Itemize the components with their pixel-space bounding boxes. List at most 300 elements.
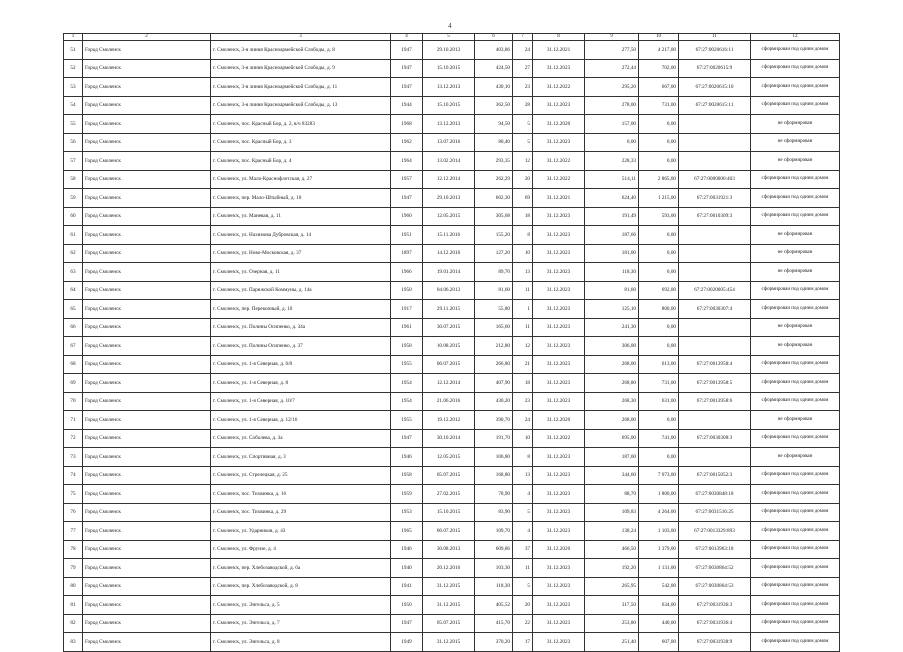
municipality-cell: Город Смоленск <box>83 152 211 171</box>
survey-date-cell: 12.05.2015 <box>423 207 475 226</box>
land-status-cell: не сформирован <box>751 226 840 245</box>
row-number-cell: 73 <box>64 448 83 467</box>
resettlement-date-cell: 31.12.2023 <box>533 559 585 578</box>
build-year-cell: 1958 <box>391 337 423 356</box>
row-number-cell: 70 <box>64 392 83 411</box>
column-number: 2 <box>83 34 211 41</box>
living-area-cell: 278,00 <box>585 96 639 115</box>
table-row <box>64 485 840 504</box>
municipality-cell: Город Смоленск <box>83 189 211 208</box>
land-status-cell: сформирован под одним домом <box>751 78 840 97</box>
build-year-cell: 1968 <box>391 115 423 134</box>
cadastral-number-cell <box>679 244 751 263</box>
land-status-cell: не сформирован <box>751 115 840 134</box>
row-number-cell: 63 <box>64 263 83 282</box>
living-area-cell: 306,00 <box>585 337 639 356</box>
build-year-cell: 1947 <box>391 41 423 60</box>
row-number-cell: 75 <box>64 485 83 504</box>
residents-cell: 22 <box>513 614 533 633</box>
table-row <box>64 300 840 319</box>
build-year-cell: 1941 <box>391 577 423 596</box>
cadastral-number-cell: 67:27:0013958:6 <box>679 392 751 411</box>
land-area-cell: 0,00 <box>639 263 679 282</box>
municipality-cell: Город Смоленск <box>83 281 211 300</box>
address-cell: г. Смоленск, ул. Полины Осипенко, д. 37 <box>211 337 391 356</box>
land-area-cell: 607,00 <box>639 633 679 652</box>
build-year-cell: 1917 <box>391 300 423 319</box>
address-cell: г. Смоленск, ул. Стрелецкая, д. 25 <box>211 466 391 485</box>
cadastral-number-cell: 67:27:0030848:18 <box>679 485 751 504</box>
table-row <box>64 115 840 134</box>
address-cell: г. Смоленск, ул. Энгельса, д. 5 <box>211 596 391 615</box>
build-year-cell: 1954 <box>391 374 423 393</box>
living-area-cell: 624,40 <box>585 189 639 208</box>
residents-cell: 18 <box>513 374 533 393</box>
cadastral-number-cell: 67:27:0000000:403 <box>679 170 751 189</box>
land-status-cell: сформирован под одним домом <box>751 466 840 485</box>
row-number-cell: 81 <box>64 596 83 615</box>
residents-cell: 23 <box>513 392 533 411</box>
land-area-cell: 0,00 <box>639 337 679 356</box>
area-cell: 94,50 <box>475 115 513 134</box>
survey-date-cell: 31.12.2015 <box>423 577 475 596</box>
living-area-cell: 268,00 <box>585 411 639 430</box>
build-year-cell: 1951 <box>391 226 423 245</box>
residents-cell: 5 <box>513 133 533 152</box>
cadastral-number-cell: 67:27:0020615:11 <box>679 96 751 115</box>
address-cell: г. Смоленск, 3-я линия Красноармейской Слободы, д. 9 <box>211 59 391 78</box>
address-cell: г. Смоленск, ул. Нахимова Дубровская, д. 14 <box>211 226 391 245</box>
area-cell: 362,50 <box>475 96 513 115</box>
municipality-cell: Город Смоленск <box>83 522 211 541</box>
row-number-cell: 53 <box>64 78 83 97</box>
residents-cell: 1 <box>513 300 533 319</box>
residents-cell: 24 <box>513 41 533 60</box>
area-cell: 430,10 <box>475 78 513 97</box>
municipality-cell: Город Смоленск <box>83 596 211 615</box>
land-area-cell: 0,00 <box>639 152 679 171</box>
row-number-cell: 79 <box>64 559 83 578</box>
land-area-cell: 4 217,00 <box>639 41 679 60</box>
land-area-cell: 440,00 <box>639 614 679 633</box>
cadastral-number-cell <box>679 133 751 152</box>
land-area-cell: 0,00 <box>639 133 679 152</box>
survey-date-cell: 14.12.2016 <box>423 244 475 263</box>
build-year-cell: 1949 <box>391 633 423 652</box>
land-area-cell: 1 103,00 <box>639 522 679 541</box>
table-row <box>64 374 840 393</box>
land-status-cell: сформирован под одним домом <box>751 300 840 319</box>
build-year-cell: 1947 <box>391 59 423 78</box>
land-status-cell: сформирован под одним домом <box>751 596 840 615</box>
address-cell: г. Смоленск, ул. Спортивная, д. 3 <box>211 448 391 467</box>
survey-date-cell: 13.12.2013 <box>423 115 475 134</box>
cadastral-number-cell: 67:27:0013958:4 <box>679 355 751 374</box>
build-year-cell: 1946 <box>391 540 423 559</box>
survey-date-cell: 05.07.2015 <box>423 466 475 485</box>
build-year-cell: 1955 <box>391 355 423 374</box>
living-area-cell: 187,66 <box>585 226 639 245</box>
land-area-cell: 731,00 <box>639 96 679 115</box>
resettlement-date-cell: 31.12.2023 <box>533 596 585 615</box>
cadastral-number-cell <box>679 115 751 134</box>
resettlement-date-cell: 31.12.2020 <box>533 115 585 134</box>
row-number-cell: 80 <box>64 577 83 596</box>
area-cell: 168,80 <box>475 466 513 485</box>
resettlement-date-cell: 31.12.2023 <box>533 318 585 337</box>
row-number-cell: 64 <box>64 281 83 300</box>
land-area-cell: 1 379,00 <box>639 540 679 559</box>
cadastral-number-cell <box>679 411 751 430</box>
living-area-cell: 241,30 <box>585 318 639 337</box>
resettlement-date-cell: 31.12.2023 <box>533 577 585 596</box>
address-cell: г. Смоленск, пос. Красный Бор, д. 2, в/ч 83283 <box>211 115 391 134</box>
area-cell: 55,80 <box>475 300 513 319</box>
land-status-cell: не сформирован <box>751 244 840 263</box>
land-status-cell: сформирован под одним домом <box>751 485 840 504</box>
cadastral-number-cell: 67:27:0031938:9 <box>679 633 751 652</box>
build-year-cell: 1947 <box>391 189 423 208</box>
resettlement-date-cell: 31.12.2020 <box>533 411 585 430</box>
cadastral-number-cell: 67:27:0031936:4 <box>679 614 751 633</box>
column-number: 9 <box>585 34 639 41</box>
survey-date-cell: 29.11.2015 <box>423 300 475 319</box>
cadastral-number-cell: 67:27:0020615:10 <box>679 78 751 97</box>
row-number-cell: 65 <box>64 300 83 319</box>
residents-cell: 20 <box>513 170 533 189</box>
page-number: 4 <box>448 22 452 30</box>
build-year-cell: 1950 <box>391 281 423 300</box>
municipality-cell: Город Смоленск <box>83 133 211 152</box>
column-number: 10 <box>639 34 679 41</box>
column-number: 5 <box>423 34 475 41</box>
living-area-cell: 268,30 <box>585 392 639 411</box>
land-status-cell: сформирован под одним домом <box>751 522 840 541</box>
residents-cell: 10 <box>513 244 533 263</box>
land-status-cell: сформирован под одним домом <box>751 540 840 559</box>
municipality-cell: Город Смоленск <box>83 244 211 263</box>
area-cell: 83,90 <box>475 503 513 522</box>
municipality-cell: Город Смоленск <box>83 411 211 430</box>
residents-cell: 20 <box>513 596 533 615</box>
resettlement-date-cell: 31.12.2023 <box>533 485 585 504</box>
cadastral-number-cell: 67:27:0031936:3 <box>679 596 751 615</box>
row-number-cell: 83 <box>64 633 83 652</box>
table-row <box>64 337 840 356</box>
address-cell: г. Смоленск, ул. Ново-Московская, д. 37 <box>211 244 391 263</box>
area-cell: 430,20 <box>475 392 513 411</box>
land-status-cell: не сформирован <box>751 133 840 152</box>
build-year-cell: 1947 <box>391 78 423 97</box>
table-row <box>64 133 840 152</box>
column-number: 11 <box>679 34 751 41</box>
survey-date-cell: 15.10.2015 <box>423 96 475 115</box>
cadastral-number-cell: 67:27:0030308:3 <box>679 429 751 448</box>
area-cell: 191,70 <box>475 429 513 448</box>
land-status-cell: сформирован под одним домом <box>751 392 840 411</box>
address-cell: г. Смоленск, 3-я линия Красноармейской Слободы, д. 13 <box>211 96 391 115</box>
land-area-cell: 4 264,00 <box>639 503 679 522</box>
resettlement-date-cell: 31.12.2023 <box>533 226 585 245</box>
address-cell: г. Смоленск, пер. Перекопный, д. 10 <box>211 300 391 319</box>
area-cell: 89,70 <box>475 263 513 282</box>
column-number: 6 <box>475 34 513 41</box>
survey-date-cell: 06.07.2015 <box>423 522 475 541</box>
residents-cell: 11 <box>513 281 533 300</box>
row-number-cell: 76 <box>64 503 83 522</box>
column-number: 7 <box>513 34 533 41</box>
residents-cell: 12 <box>513 152 533 171</box>
address-cell: г. Смоленск, пос. Красный Бор, д. 4 <box>211 152 391 171</box>
row-number-cell: 67 <box>64 337 83 356</box>
living-area-cell: 251,40 <box>585 633 639 652</box>
resettlement-date-cell: 31.12.2020 <box>533 540 585 559</box>
residents-cell: 10 <box>513 429 533 448</box>
land-area-cell: 542,00 <box>639 577 679 596</box>
area-cell: 266,80 <box>475 355 513 374</box>
address-cell: г. Смоленск, ул. Мало-Краснофлотская, д. 27 <box>211 170 391 189</box>
land-area-cell: 667,00 <box>639 78 679 97</box>
area-cell: 118,30 <box>475 577 513 596</box>
land-area-cell: 631,00 <box>639 392 679 411</box>
land-status-cell: сформирован под одним домом <box>751 503 840 522</box>
build-year-cell: 1954 <box>391 392 423 411</box>
municipality-cell: Город Смоленск <box>83 614 211 633</box>
cadastral-number-cell: 67:27:0010309:3 <box>679 207 751 226</box>
land-status-cell: сформирован под одним домом <box>751 189 840 208</box>
address-cell: г. Смоленск, пос. Красный Бор, д. 3 <box>211 133 391 152</box>
living-area-cell: 118,30 <box>585 263 639 282</box>
land-status-cell: сформирован под одним домом <box>751 577 840 596</box>
land-area-cell: 0,00 <box>639 318 679 337</box>
residents-cell: 23 <box>513 78 533 97</box>
row-number-cell: 56 <box>64 133 83 152</box>
living-area-cell: 228,33 <box>585 152 639 171</box>
residents-cell: 5 <box>513 577 533 596</box>
survey-date-cell: 29.10.2013 <box>423 41 475 60</box>
living-area-cell: 272,44 <box>585 59 639 78</box>
municipality-cell: Город Смоленск <box>83 318 211 337</box>
land-area-cell: 0,00 <box>639 448 679 467</box>
area-cell: 109,70 <box>475 522 513 541</box>
resettlement-date-cell: 31.12.2023 <box>533 207 585 226</box>
build-year-cell: 1940 <box>391 559 423 578</box>
build-year-cell: 1960 <box>391 207 423 226</box>
land-area-cell: 2 865,00 <box>639 170 679 189</box>
table-row <box>64 59 840 78</box>
cadastral-number-cell: 67:27:0020616:11 <box>679 41 751 60</box>
municipality-cell: Город Смоленск <box>83 429 211 448</box>
address-cell: г. Смоленск, ул. 1-я Северная, д. 12/16 <box>211 411 391 430</box>
table-row <box>64 263 840 282</box>
cadastral-number-cell <box>679 226 751 245</box>
survey-date-cell: 12.05.2015 <box>423 448 475 467</box>
row-number-cell: 66 <box>64 318 83 337</box>
survey-date-cell: 30.08.2013 <box>423 540 475 559</box>
living-area-cell: 277,50 <box>585 41 639 60</box>
build-year-cell: 1947 <box>391 429 423 448</box>
build-year-cell: 1964 <box>391 152 423 171</box>
resettlement-date-cell: 31.12.2023 <box>533 503 585 522</box>
residents-cell: 13 <box>513 466 533 485</box>
row-number-cell: 61 <box>64 226 83 245</box>
area-cell: 370,20 <box>475 633 513 652</box>
table-row <box>64 448 840 467</box>
municipality-cell: Город Смоленск <box>83 96 211 115</box>
municipality-cell: Город Смоленск <box>83 59 211 78</box>
survey-date-cell: 12.12.2014 <box>423 170 475 189</box>
residents-cell: 11 <box>513 559 533 578</box>
row-number-cell: 57 <box>64 152 83 171</box>
living-area-cell: 191,49 <box>585 207 639 226</box>
table-row <box>64 466 840 485</box>
living-area-cell: 317,50 <box>585 596 639 615</box>
resettlement-date-cell: 31.12.2023 <box>533 633 585 652</box>
survey-date-cell: 10.08.2015 <box>423 337 475 356</box>
row-number-cell: 51 <box>64 41 83 60</box>
table-row <box>64 540 840 559</box>
residents-cell: 11 <box>513 318 533 337</box>
municipality-cell: Город Смоленск <box>83 559 211 578</box>
living-area-cell: 88,70 <box>585 485 639 504</box>
municipality-cell: Город Смоленск <box>83 577 211 596</box>
build-year-cell: 1962 <box>391 133 423 152</box>
build-year-cell: 1944 <box>391 96 423 115</box>
build-year-cell: 1946 <box>391 448 423 467</box>
land-area-cell: 0,00 <box>639 244 679 263</box>
row-number-cell: 78 <box>64 540 83 559</box>
survey-date-cell: 27.02.2015 <box>423 485 475 504</box>
survey-date-cell: 20.12.2016 <box>423 559 475 578</box>
build-year-cell: 1957 <box>391 170 423 189</box>
area-cell: 80,40 <box>475 133 513 152</box>
residents-cell: 28 <box>513 96 533 115</box>
survey-date-cell: 21.06.2016 <box>423 392 475 411</box>
table-row <box>64 614 840 633</box>
area-cell: 81,60 <box>475 281 513 300</box>
address-cell: г. Смоленск, пос. Тихвинка, д. 29 <box>211 503 391 522</box>
row-number-cell: 74 <box>64 466 83 485</box>
land-status-cell: не сформирован <box>751 337 840 356</box>
municipality-cell: Город Смоленск <box>83 170 211 189</box>
land-area-cell: 0,00 <box>639 226 679 245</box>
row-number-cell: 69 <box>64 374 83 393</box>
living-area-cell: 187,60 <box>585 448 639 467</box>
column-number: 12 <box>751 34 840 41</box>
land-status-cell: сформирован под одним домом <box>751 614 840 633</box>
build-year-cell: 1966 <box>391 263 423 282</box>
column-number-row <box>64 34 840 41</box>
land-status-cell: сформирован под одним домом <box>751 355 840 374</box>
residents-cell: 4 <box>513 485 533 504</box>
land-status-cell: сформирован под одним домом <box>751 374 840 393</box>
area-cell: 609,86 <box>475 540 513 559</box>
residents-cell: 27 <box>513 59 533 78</box>
column-number: 1 <box>64 34 83 41</box>
resettlement-date-cell: 31.12.2023 <box>533 355 585 374</box>
land-status-cell: не сформирован <box>751 263 840 282</box>
table-row <box>64 281 840 300</box>
area-cell: 305,68 <box>475 207 513 226</box>
table-body <box>64 41 840 652</box>
area-cell: 405,52 <box>475 596 513 615</box>
column-number: 8 <box>533 34 585 41</box>
address-cell: г. Смоленск, пос. Тихвинка, д. 16 <box>211 485 391 504</box>
resettlement-date-cell: 31.12.2023 <box>533 133 585 152</box>
residents-cell: 24 <box>513 411 533 430</box>
land-area-cell: 702,00 <box>639 59 679 78</box>
municipality-cell: Город Смоленск <box>83 226 211 245</box>
cadastral-number-cell: 67:27:0030864:52 <box>679 559 751 578</box>
living-area-cell: 125,10 <box>585 300 639 319</box>
land-status-cell: сформирован под одним домом <box>751 559 840 578</box>
resettlement-date-cell: 31.12.2023 <box>533 300 585 319</box>
municipality-cell: Город Смоленск <box>83 263 211 282</box>
municipality-cell: Город Смоленск <box>83 207 211 226</box>
resettlement-date-cell: 31.12.2023 <box>533 392 585 411</box>
survey-date-cell: 29.10.2013 <box>423 189 475 208</box>
table-row <box>64 503 840 522</box>
land-area-cell: 800,00 <box>639 300 679 319</box>
survey-date-cell: 15.10.2015 <box>423 59 475 78</box>
living-area-cell: 695,00 <box>585 429 639 448</box>
residents-cell: 8 <box>513 226 533 245</box>
living-area-cell: 268,00 <box>585 355 639 374</box>
land-status-cell: сформирован под одним домом <box>751 429 840 448</box>
address-cell: г. Смоленск, 3-я линия Красноармейской Слободы, д. 8 <box>211 41 391 60</box>
area-cell: 106,80 <box>475 448 513 467</box>
survey-date-cell: 06.07.2015 <box>423 355 475 374</box>
living-area-cell: 192,20 <box>585 559 639 578</box>
address-cell: г. Смоленск, 3-я линия Красноармейской Слободы, д. 11 <box>211 78 391 97</box>
resettlement-date-cell: 31.12.2022 <box>533 429 585 448</box>
area-cell: 78,90 <box>475 485 513 504</box>
resettlement-date-cell: 31.12.2022 <box>533 152 585 171</box>
row-number-cell: 62 <box>64 244 83 263</box>
cadastral-number-cell: 67:27:0013963:18 <box>679 540 751 559</box>
address-cell: г. Смоленск, пер. Хлебозаводской, д. 6а <box>211 559 391 578</box>
resettlement-date-cell: 31.12.2023 <box>533 374 585 393</box>
table-row <box>64 78 840 97</box>
resettlement-date-cell: 31.12.2023 <box>533 281 585 300</box>
land-status-cell: сформирован под одним домом <box>751 281 840 300</box>
living-area-cell: 0,00 <box>585 133 639 152</box>
area-cell: 293,35 <box>475 152 513 171</box>
table-row <box>64 411 840 430</box>
area-cell: 602,30 <box>475 189 513 208</box>
survey-date-cell: 19.01.2014 <box>423 263 475 282</box>
land-status-cell: не сформирован <box>751 411 840 430</box>
municipality-cell: Город Смоленск <box>83 78 211 97</box>
residents-cell: 8 <box>513 448 533 467</box>
residents-cell: 17 <box>513 633 533 652</box>
area-cell: 262,29 <box>475 170 513 189</box>
survey-date-cell: 19.12.2012 <box>423 411 475 430</box>
municipality-cell: Город Смоленск <box>83 633 211 652</box>
survey-date-cell: 04.06.2013 <box>423 281 475 300</box>
address-cell: г. Смоленск, ул. Маневая, д. 11 <box>211 207 391 226</box>
land-area-cell: 741,00 <box>639 429 679 448</box>
resettlement-date-cell: 31.12.2022 <box>533 78 585 97</box>
area-cell: 415,70 <box>475 614 513 633</box>
residents-cell: 37 <box>513 540 533 559</box>
row-number-cell: 77 <box>64 522 83 541</box>
living-area-cell: 514,11 <box>585 170 639 189</box>
municipality-cell: Город Смоленск <box>83 355 211 374</box>
land-area-cell: 692,00 <box>639 281 679 300</box>
build-year-cell: 1958 <box>391 466 423 485</box>
area-cell: 403,86 <box>475 41 513 60</box>
